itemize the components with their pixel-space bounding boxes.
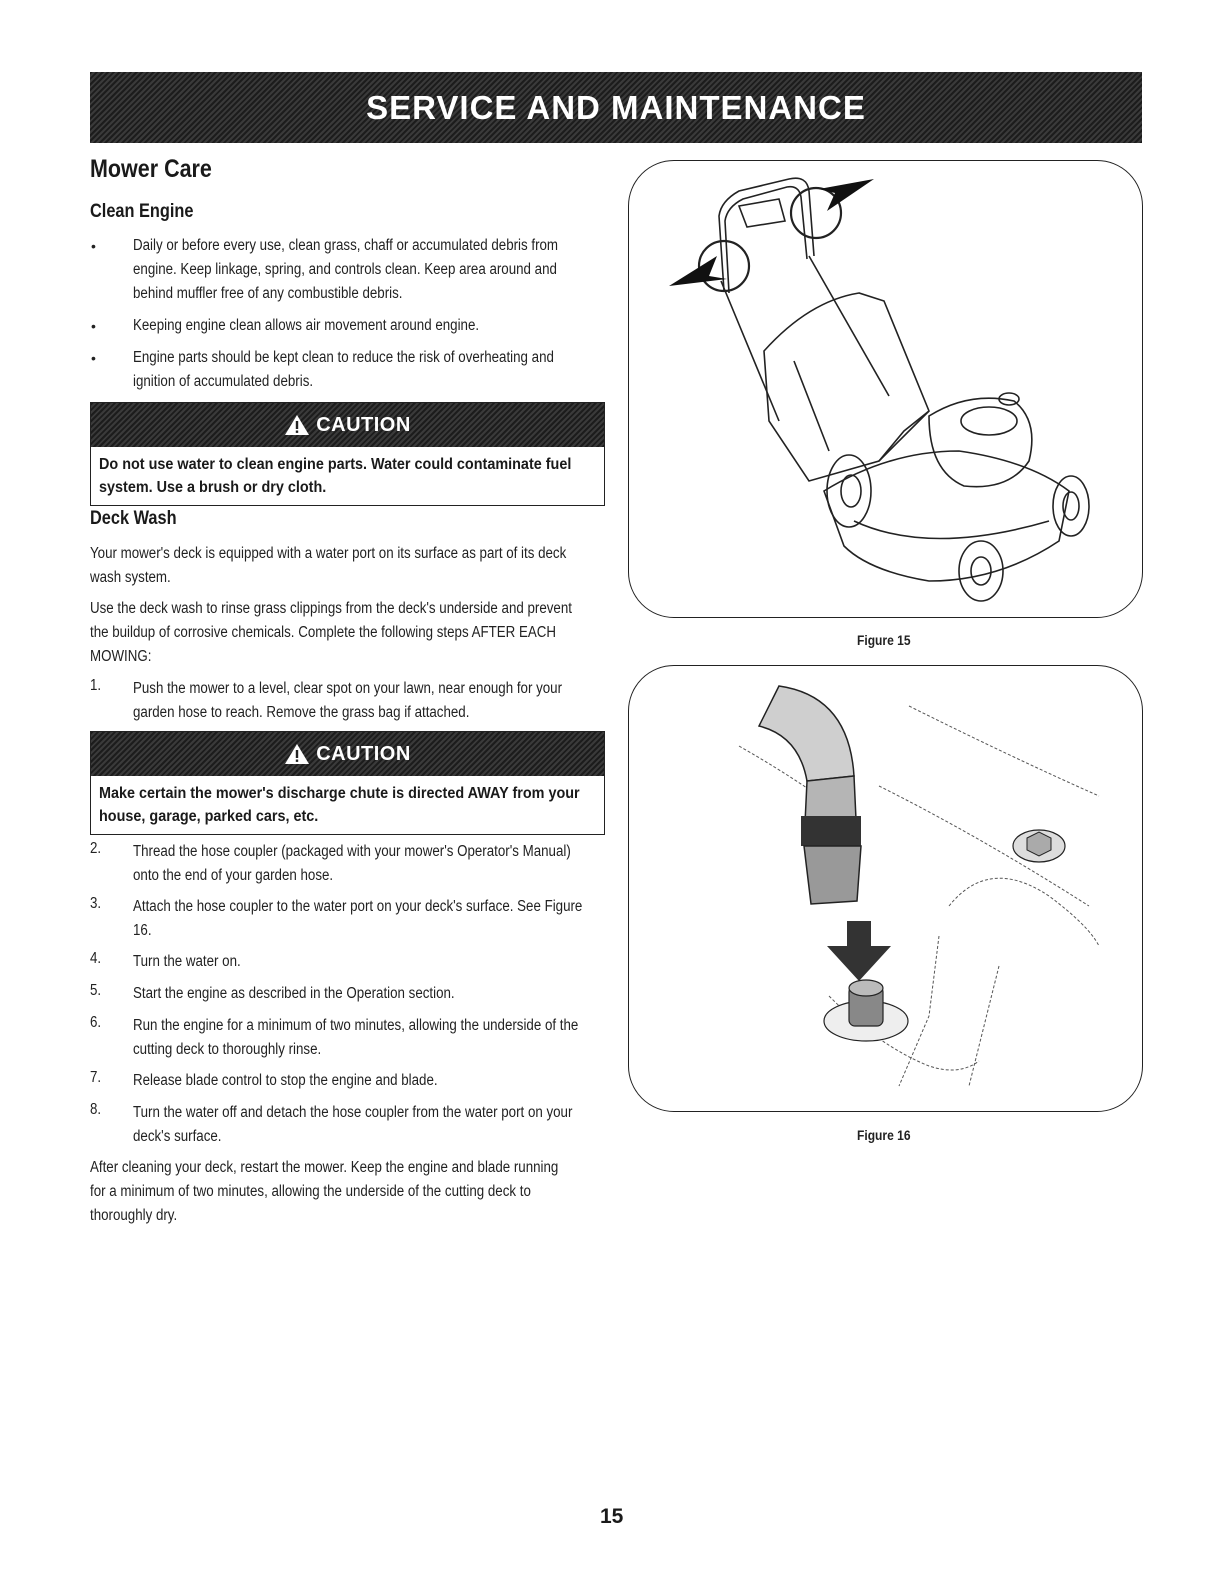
step-text: Attach the hose coupler to the water port on your deck's surface. See Figure 16.: [133, 898, 583, 939]
step-number: 4.: [90, 950, 102, 967]
step-number: 6.: [90, 1014, 102, 1031]
closing-paragraph: After cleaning your deck, restart the mower. Keep the engine and blade running for a minimum of two minutes, allowing the underside of the cutting deck to thoroughly dry.: [90, 1159, 559, 1224]
figure-15-caption: Figure 15: [857, 632, 911, 648]
mower-care-heading: Mower Care: [90, 155, 212, 183]
bullet-dot: •: [91, 350, 96, 366]
step-text: Thread the hose coupler (packaged with your mower's Operator's Manual) onto the end of your garden hose.: [133, 843, 571, 884]
step-text: Release blade control to stop the engine and blade.: [133, 1072, 438, 1089]
step-number: 8.: [90, 1101, 102, 1118]
step-text: Push the mower to a level, clear spot on your lawn, near enough for your garden hose to reach. Remove the grass bag if attached.: [133, 680, 563, 721]
step-text: Run the engine for a minimum of two minutes, allowing the underside of the cutting deck to thoroughly rinse.: [133, 1017, 579, 1058]
list-item: Keeping engine clean allows air movement around engine.: [133, 317, 480, 334]
caution-label: CAUTION: [316, 413, 411, 436]
caution-text: Make certain the mower's discharge chute is directed AWAY from your house, garage, parked cars, etc.: [99, 785, 580, 825]
warning-triangle-icon: [284, 414, 310, 436]
step-text: Turn the water on.: [133, 953, 241, 970]
caution-header: [91, 732, 604, 776]
hose-coupler-illustration-icon: [629, 666, 1143, 1112]
step-number: 2.: [90, 840, 102, 857]
step-number: 7.: [90, 1069, 102, 1086]
step-number: 5.: [90, 982, 102, 999]
caution-box: [90, 402, 605, 506]
step-text: Start the engine as described in the Operation section.: [133, 985, 455, 1002]
clean-engine-heading: Clean Engine: [90, 201, 194, 222]
figure-16-caption: Figure 16: [857, 1127, 911, 1143]
step-number: 3.: [90, 895, 102, 912]
bullet-dot: •: [91, 238, 96, 254]
deck-wash-instructions: Use the deck wash to rinse grass clippings from the deck's underside and prevent the buildup of corrosive chemicals. Complete the following steps AFTER EACH MOWING:: [90, 600, 572, 665]
lawn-mower-illustration-icon: [629, 161, 1143, 618]
caution-box: [90, 731, 605, 835]
caution-text: Do not use water to clean engine parts. Water could contaminate fuel system. Use a brush or dry cloth.: [99, 456, 572, 496]
warning-triangle-icon: [284, 743, 310, 765]
deck-wash-intro: Your mower's deck is equipped with a water port on its surface as part of its deck wash system.: [90, 545, 567, 586]
page-number: 15: [600, 1505, 624, 1528]
list-item: Daily or before every use, clean grass, chaff or accumulated debris from engine. Keep linkage, spring, and controls clean. Keep area around and behind muffler free of any combustible debris.: [133, 237, 559, 302]
section-banner: [90, 72, 1142, 143]
section-title: SERVICE AND MAINTENANCE: [366, 88, 866, 126]
step-number: 1.: [90, 677, 102, 694]
figure-16: [628, 665, 1143, 1112]
bullet-dot: •: [91, 318, 96, 334]
figure-15: [628, 160, 1143, 618]
step-text: Turn the water off and detach the hose coupler from the water port on your deck's surface.: [133, 1104, 573, 1145]
deck-wash-heading: Deck Wash: [90, 508, 177, 529]
list-item: Engine parts should be kept clean to reduce the risk of overheating and ignition of accumulated debris.: [133, 349, 554, 390]
caution-label: CAUTION: [316, 742, 411, 765]
caution-header: [91, 403, 604, 447]
